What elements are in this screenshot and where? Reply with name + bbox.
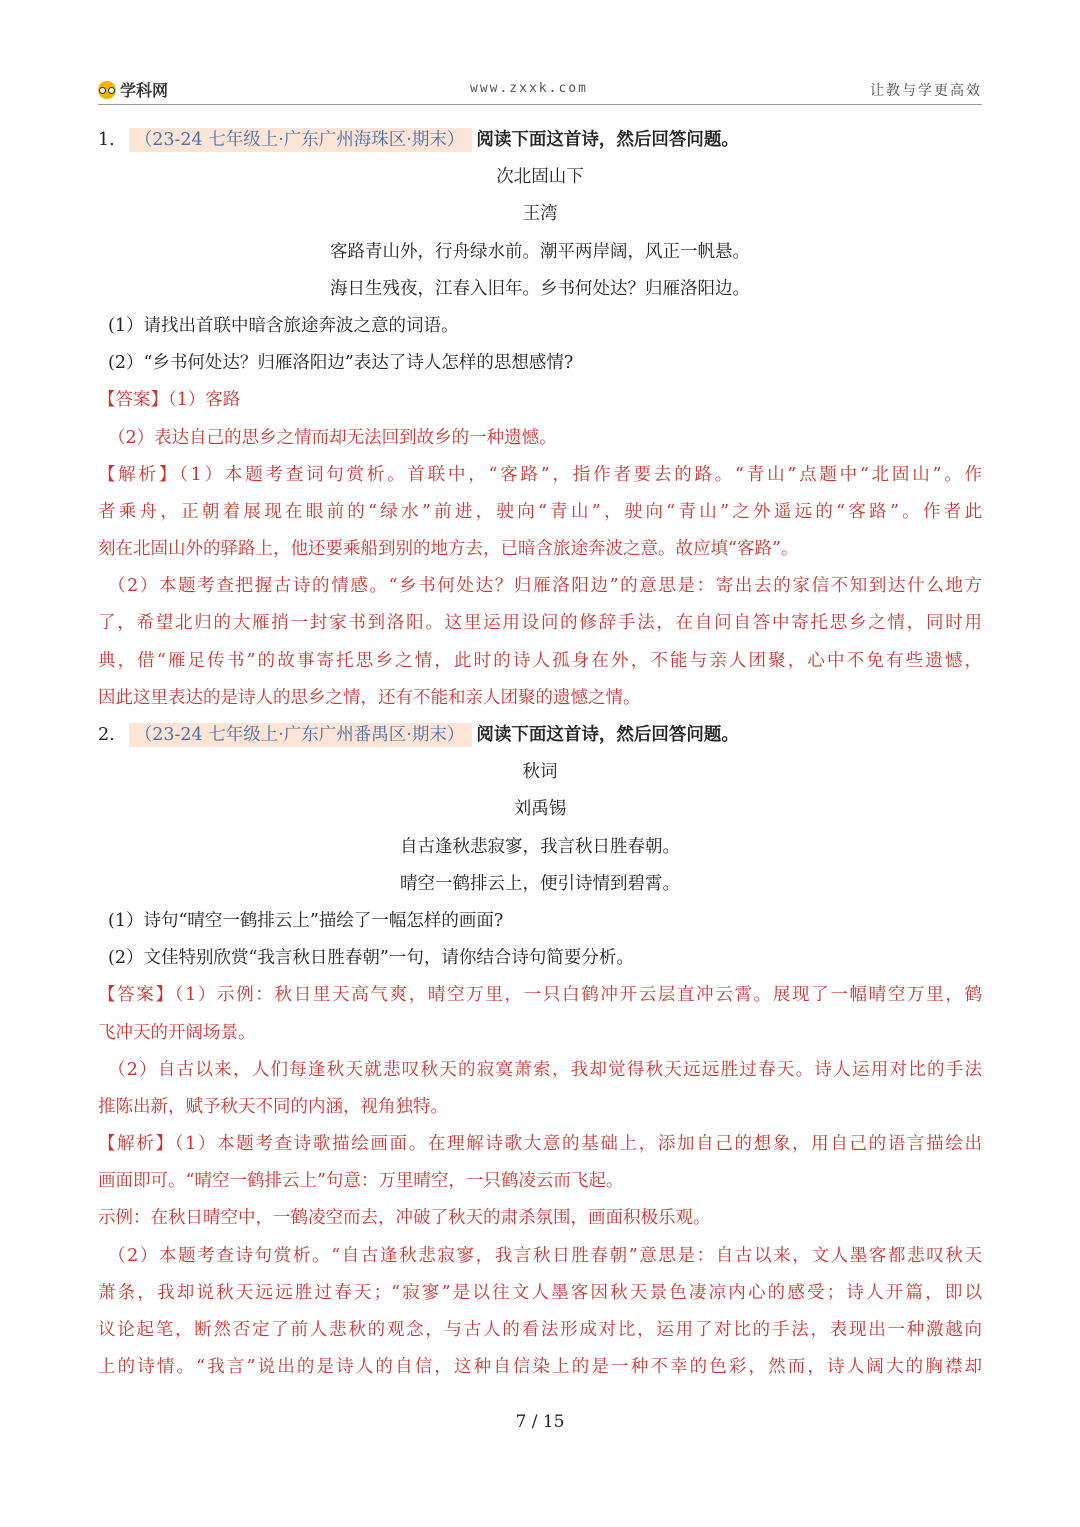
analysis-text: （1）本题考查诗歌描绘画面。在理解诗歌大意的基础上，添加自己的想象，用自己的语言描绘出 [174,1134,982,1155]
question-number: 2. [98,725,115,745]
answer-line [98,382,982,419]
sub-question: (2）“乡书何处达？归雁洛阳边”表达了诗人怎样的思想感情? [108,353,574,374]
analysis-line [98,457,982,494]
document-body [98,122,982,1386]
question-prompt: 阅读下面这首诗，然后回答问题。 [476,725,739,745]
analysis-line [98,1126,982,1163]
analysis-line: 画面即可。“晴空一鹤排云上”句意：万里晴空，一只鹤凌云而飞起。 [98,1171,624,1192]
analysis-line: 者乘舟，正朝着展现在眼前的“绿水”前进，驶向“青山”，驶向“青山”之外遥远的“客路”。作者此 [98,501,982,522]
page-number: 7 / 15 [515,1412,565,1432]
poem-title: 次北固山下 [496,167,584,188]
answer-line: 推陈出新，赋予秋天不同的内涵，视角独特。 [98,1096,448,1117]
poem-verse: 自古逢秋悲寂寥，我言秋日胜春朝。 [400,836,680,857]
answer-line: 飞冲天的开阔场景。 [98,1022,256,1043]
poem-verse: 客路青山外，行舟绿水前。潮平两岸阔，风正一帆悬。 [330,241,750,262]
question-2-header [98,717,982,754]
analysis-line: 议论起笔，断然否定了前人悲秋的观念，与古人的看法形成对比，运用了对比的手法，表现出一种激越向 [98,1320,982,1340]
analysis-line: 萧条，我却说秋天远远胜过春天；“寂寥”是以往文人墨客因秋天景色凄凉内心的感受；诗人开篇，即以 [98,1282,982,1303]
answer-label: 【答案】 [98,985,175,1006]
analysis-text: （1）本题考查词句赏析。首联中，“客路”，指作者要去的路。“青山”点题中“北固山”。作 [179,464,982,485]
analysis-label: 【解析】 [98,464,180,485]
logo [98,78,168,101]
question-prompt: 阅读下面这首诗，然后回答问题。 [476,130,739,150]
analysis-label: 【解析】 [98,1134,175,1155]
analysis-line: （2）本题考查把握古诗的情感。“乡书何处达？归雁洛阳边”的意思是：寄出去的家信不知到达什么地方 [108,576,982,597]
sub-question: (1）诗句“晴空一鹤排云上”描绘了一幅怎样的画面? [108,910,504,931]
analysis-line: 因此这里表达的是诗人的思乡之情，还有不能和亲人团聚的遗憾之情。 [98,687,641,708]
slogan: 让教与学更高效 [870,83,982,99]
answer-line: （2）自古以来，人们每逢秋天就悲叹秋天的寂寞萧索，我却觉得秋天远远胜过春天。诗人运用对比的手法 [108,1059,982,1080]
poem-author: 王湾 [522,204,558,225]
analysis-line: 了，希望北归的大雁捎一封家书到洛阳。这里运用设问的修辞手法，在自问自答中寄托思乡之情，同时用 [98,613,982,634]
poem-verse: 晴空一鹤排云上，便引诗情到碧霄。 [400,873,680,894]
analysis-line: 刻在北固山外的驿路上，他还要乘船到别的地方去，已暗含旅途奔波之意。故应填“客路”。 [98,539,799,560]
poem-verse: 海日生残夜，江春入旧年。乡书何处达？归雁洛阳边。 [330,278,750,299]
answer-line [98,977,982,1014]
analysis-line: （2）本题考查诗句赏析。“自古逢秋悲寂寥，我言秋日胜春朝”意思是：自古以来，文人墨客都悲叹秋天 [108,1245,982,1266]
answer-label: 【答案】 [98,390,168,411]
source-tag: （23-24 七年级上·广东广州海珠区·期末） [129,128,473,152]
site-url: www.zxxk.com [470,81,588,96]
poem-author: 刘禹锡 [513,799,567,820]
answer-text: （1）示例：秋日里天高气爽，晴空万里，一只白鹤冲开云层直冲云霄。展现了一幅晴空万里，鹤 [174,985,982,1006]
analysis-line: 上的诗情。“我言”说出的是诗人的自信，这种自信染上的是一种不幸的色彩，然而，诗人阔大的胸襟却 [98,1357,982,1378]
page-header [98,76,982,105]
answer-line: （2）表达自己的思乡之情而却无法回到故乡的一种遗憾。 [108,427,557,448]
analysis-line: 典，借“雁足传书”的故事寄托思乡之情，此时的诗人孤身在外，不能与亲人团聚，心中不免有些遗憾， [98,650,982,671]
question-1-header [98,122,982,159]
question-number: 1. [98,130,115,150]
logo-owl-icon [98,81,116,99]
answer-text: （1）客路 [168,390,241,411]
analysis-line: 示例：在秋日晴空中，一鹤凌空而去，冲破了秋天的肃杀氛围，画面积极乐观。 [98,1208,711,1229]
poem-title: 秋词 [522,762,558,783]
sub-question: (1）请找出首联中暗含旅途奔波之意的词语。 [108,315,459,336]
source-tag: （23-24 七年级上·广东广州番禺区·期末） [129,723,473,747]
logo-text: 学科网 [120,81,169,100]
sub-question: (2）文佳特别欣赏“我言秋日胜春朝”一句，请你结合诗句简要分析。 [108,948,634,969]
